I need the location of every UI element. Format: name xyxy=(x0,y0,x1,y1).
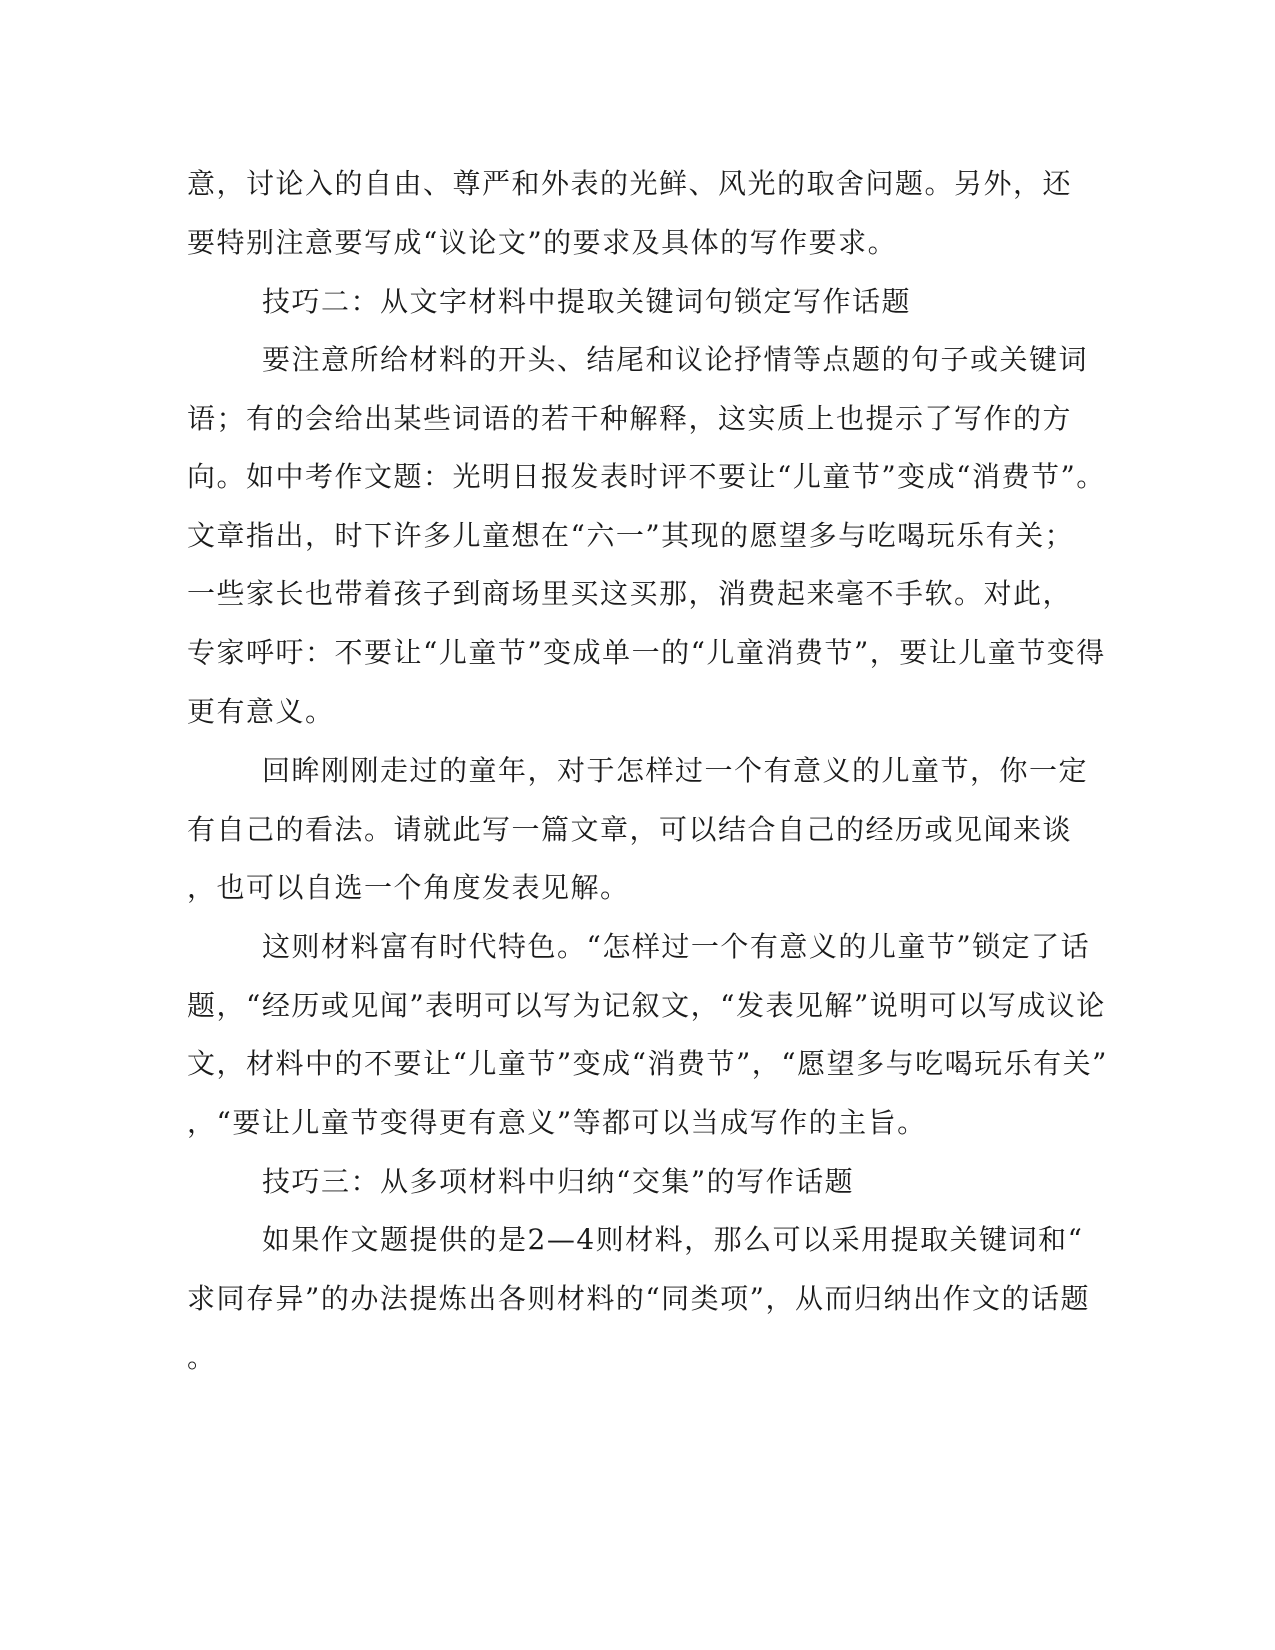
section-heading: 技巧二：从文字材料中提取关键词句锁定写作话题 xyxy=(262,285,912,318)
text-line: 专家呼吁：不要让“儿童节”变成单一的“儿童消费节”，要让儿童节变得 xyxy=(187,636,1106,669)
text-line: ，“要让儿童节变得更有意义”等都可以当成写作的主旨。 xyxy=(187,1106,927,1139)
text-line: 如果作文题提供的是2—4则材料，那么可以采用提取关键词和“ xyxy=(262,1223,1084,1256)
text-line: 要注意所给材料的开头、结尾和议论抒情等点题的句子或关键词 xyxy=(262,343,1089,376)
text-line: 向。如中考作文题：光明日报发表时评不要让“儿童节”变成“消费节”。 xyxy=(187,460,1106,493)
text-line: 语；有的会给出某些词语的若干种解释，这实质上也提示了写作的方 xyxy=(187,402,1073,435)
text-line: 文章指出，时下许多儿童想在“六一”其现的愿望多与吃喝玩乐有关； xyxy=(187,519,1075,552)
text-line: 回眸刚刚走过的童年，对于怎样过一个有意义的儿童节，你一定 xyxy=(262,754,1089,787)
text-line: 一些家长也带着孩子到商场里买这买那，消费起来毫不手软。对此， xyxy=(187,577,1073,610)
text-line: ，也可以自选一个角度发表见解。 xyxy=(187,871,630,904)
section-heading: 技巧三：从多项材料中归纳“交集”的写作话题 xyxy=(262,1165,855,1198)
text-line: 要特别注意要写成“议论文”的要求及具体的写作要求。 xyxy=(187,226,898,259)
text-line: 更有意义。 xyxy=(187,695,335,728)
text-line: 有自己的看法。请就此写一篇文章，可以结合自己的经历或见闻来谈 xyxy=(187,813,1073,846)
text-line: 题，“经历或见闻”表明可以写为记叙文，“发表见解”说明可以写成议论 xyxy=(187,989,1106,1022)
text-line: 意，讨论入的自由、尊严和外表的光鲜、风光的取舍问题。另外，还 xyxy=(187,167,1073,200)
text-line: 文，材料中的不要让“儿童节”变成“消费节”，“愿望多与吃喝玩乐有关” xyxy=(187,1047,1108,1080)
text-line: 这则材料富有时代特色。“怎样过一个有意义的儿童节”锁定了话 xyxy=(262,930,1091,963)
text-line: 。 xyxy=(187,1341,217,1374)
text-line: 求同存异”的办法提炼出各则材料的“同类项”，从而归纳出作文的话题 xyxy=(187,1282,1090,1315)
